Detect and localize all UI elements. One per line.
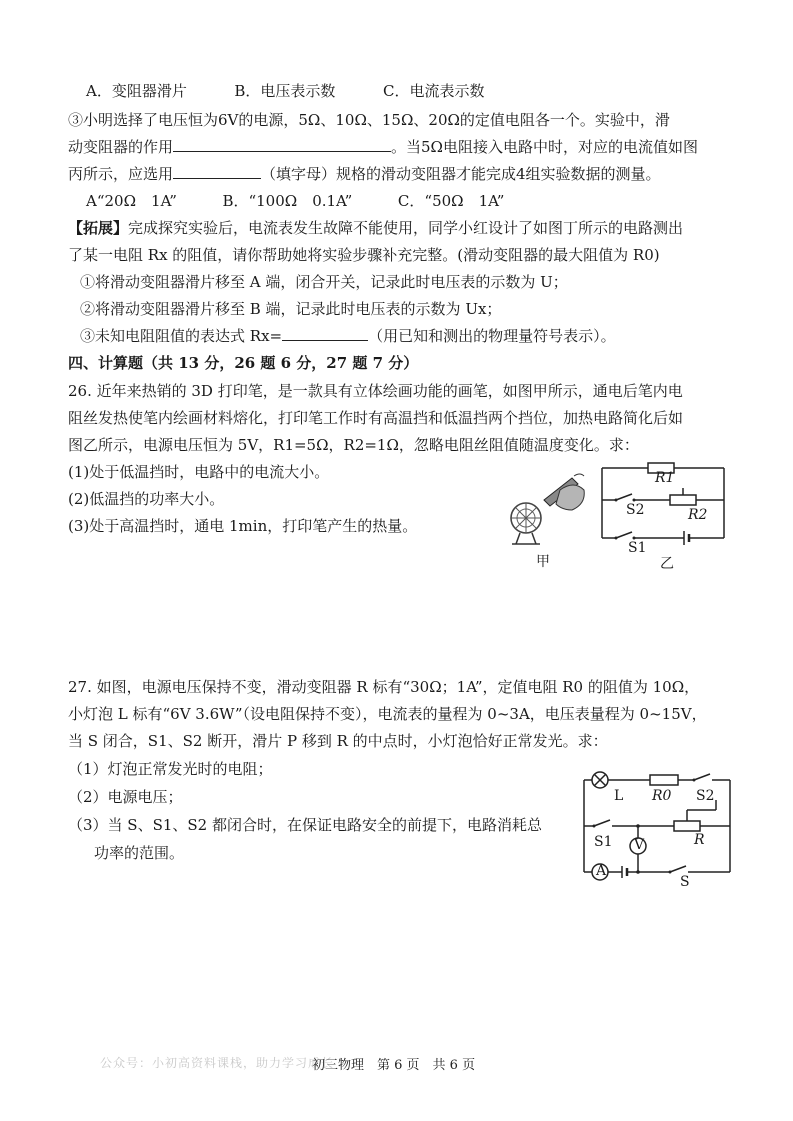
q-sel-options <box>86 190 504 212</box>
section-title: 四、计算题（共 13 分，26 题 6 分，27 题 7 分） <box>68 354 419 372</box>
answer-blank[interactable] <box>282 326 368 341</box>
label-s2: S2 <box>696 788 715 804</box>
answer-blank[interactable] <box>173 137 391 152</box>
label-v: V <box>634 837 645 853</box>
label-r1: R1 <box>655 470 675 486</box>
text: （填字母）规格的滑动变阻器才能完成4组实验数据的测量。 <box>261 165 661 183</box>
text: 丙所示，应选用 <box>68 165 174 183</box>
q27-sub3b: 功率的范围。 <box>94 844 185 862</box>
option-row <box>86 80 484 102</box>
label-s1: S1 <box>594 834 613 850</box>
label-r2: R2 <box>688 507 708 523</box>
text: （用已知和测出的物理量符号表示）。 <box>368 327 616 345</box>
figure-jia-print-pen <box>500 470 590 550</box>
q27-line2: 小灯泡 L 标有“6V 3.6W”（设电阻保持不变），电流表的量程为 0~3A，电压表量程为 0~15V， <box>68 705 707 723</box>
caption-jia: 甲 <box>536 554 550 570</box>
caption-yi: 乙 <box>660 556 674 572</box>
label-s2: S2 <box>626 502 645 518</box>
q26-sub2: (2)低温挡的功率大小。 <box>68 490 225 508</box>
text: 动变阻器的作用 <box>68 138 174 156</box>
page-info: 初三物理 第 6 页 共 6 页 <box>312 1058 476 1073</box>
option-c: C．电流表示数 <box>383 82 485 100</box>
q26-sub1: (1)处于低温挡时，电路中的电流大小。 <box>68 463 330 481</box>
q27-sub1: （1）灯泡正常发光时的电阻； <box>68 760 273 778</box>
q26-line1: 26. 近年来热销的 3D 打印笔，是一款具有立体绘画功能的画笔，如图甲所示，通电后笔内电 <box>68 382 683 400</box>
text: 完成探究实验后，电流表发生故障不能使用，同学小红设计了如图丁所示的电路测出 <box>128 219 684 237</box>
q26-line3: 图乙所示，电源电压恒为 5V，R1=5Ω，R2=1Ω，忽略电阻丝阻值随温度变化。求： <box>68 436 639 454</box>
text: 。当5Ω电阻接入电路中时，对应的电流值如图 <box>391 138 698 156</box>
option-a: A“20Ω 1A” <box>86 192 177 210</box>
extension-step1: ①将滑动变阻器滑片移至 A 端，闭合开关，记录此时电压表的示数为 U； <box>80 273 568 291</box>
option-c: C．“50Ω 1A” <box>397 192 505 210</box>
q27-sub3a: （3）当 S、S1、S2 都闭合时，在保证电路安全的前提下，电路消耗总 <box>68 816 542 834</box>
option-b: B．电压表示数 <box>234 82 336 100</box>
extension-tag: 【拓展】 <box>68 219 129 237</box>
option-a: A．变阻器滑片 <box>86 82 187 100</box>
q-sel-line1: ③小明选择了电压恒为6V的电源，5Ω、10Ω、15Ω、20Ω的定值电阻各一个。实验中，滑 <box>68 111 670 129</box>
answer-blank[interactable] <box>173 164 261 179</box>
q26-line2: 阻丝发热使笔内绘画材料熔化，打印笔工作时有高温挡和低温挡两个挡位，加热电路简化后如 <box>68 409 684 427</box>
watermark: 公众号：小初高资料课栈，助力学习成长 <box>100 1056 335 1070</box>
label-l: L <box>614 788 624 804</box>
extension-line2: 了某一电阻 Rx 的阻值，请你帮助她将实验步骤补充完整。(滑动变阻器的最大阻值为 R0) <box>68 246 660 264</box>
label-s: S <box>680 874 690 890</box>
q-sel-line3 <box>68 163 661 185</box>
label-r0: R0 <box>652 788 672 804</box>
q26-sub3: (3)处于高温挡时，通电 1min，打印笔产生的热量。 <box>68 517 418 535</box>
extension-step3 <box>80 325 616 347</box>
extension-line1 <box>68 217 683 239</box>
text: ③未知电阻阻值的表达式 Rx= <box>80 327 283 345</box>
label-s1: S1 <box>628 540 647 556</box>
q27-line1: 27. 如图，电源电压保持不变，滑动变阻器 R 标有“30Ω；1A”，定值电阻 R0 的阻值为 10Ω， <box>68 678 700 696</box>
option-b: B．“100Ω 0.1A” <box>222 192 353 210</box>
label-a: A <box>596 863 607 879</box>
q27-line3: 当 S 闭合，S1、S2 断开，滑片 P 移到 R 的中点时，小灯泡恰好正常发光。求： <box>68 732 608 750</box>
q27-sub2: （2）电源电压； <box>68 788 183 806</box>
label-r: R <box>694 832 705 848</box>
extension-step2: ②将滑动变阻器滑片移至 B 端，记录此时电压表的示数为 Ux； <box>80 300 502 318</box>
q-sel-line2 <box>68 136 698 158</box>
